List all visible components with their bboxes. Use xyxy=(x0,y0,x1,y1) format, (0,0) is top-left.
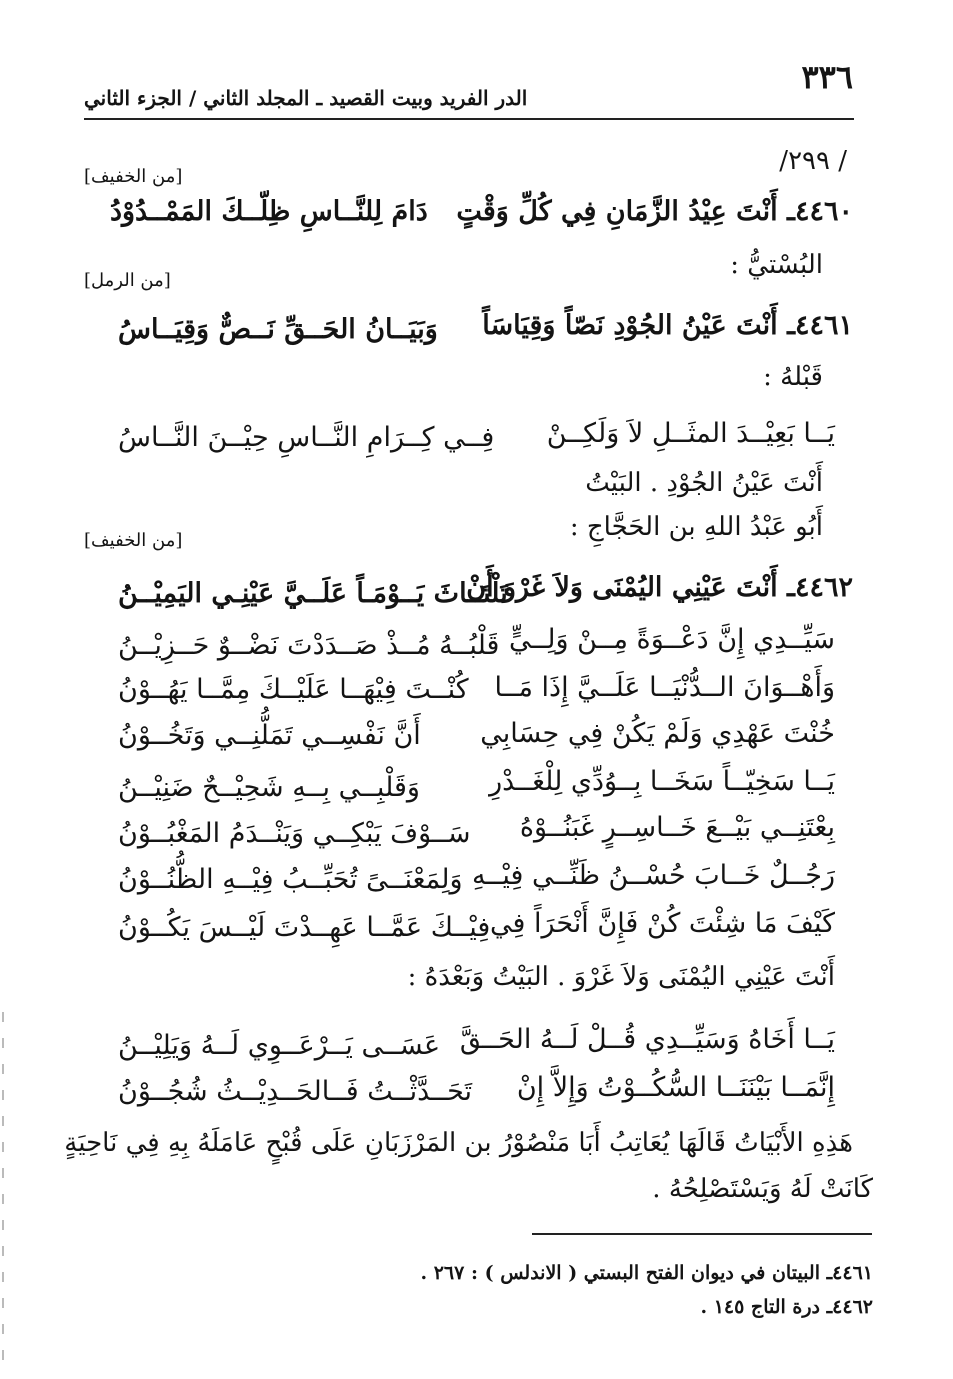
page-marker: / ٢٩٩/ xyxy=(779,146,847,176)
verse-hemistich-right: سَيِّــدِي إِنَّ دَعْــوَةً مِــنْ وَلِــيٍّ xyxy=(508,624,835,655)
verse-hemistich-left: دَامَ لِلنَّــاسِ ظِلّــكَ المَمْــدُوْدُ xyxy=(110,196,428,227)
verse-hemistich-right: ٤٤٦١ـ أَنْتَ عَيْنُ الجُوْدِ نَصّاً وَقِيَاسَاً xyxy=(482,310,853,341)
verse-hemistich-left: فِيْــكَ عَمَّــا عَهِــدْتَ لَيْــسَ يَكُــوْنُ xyxy=(118,912,491,943)
verse-hemistich-right: يَــا أَخَاهُ وَسَيِّــدِي قُــلْ لَــهُ الحَــقَّ xyxy=(459,1024,835,1055)
poet-intro: البُسْتيُّ : xyxy=(730,250,823,280)
verse-intro: قَبْلهُ : xyxy=(763,362,823,392)
page-number: ٣٣٦ xyxy=(801,58,853,96)
verse-hemistich-left: سَــوْفَ يَبْكِــي وَيَنْــدَمُ المَغْبُــوْنُ xyxy=(118,818,471,849)
verse-hemistich-right: إِنَّمَــا بَيْنَنَــا السُّكُــوْتُ وَإِلاَّ إِنْ xyxy=(516,1072,835,1103)
verse-hemistich-left: قَلْبُــهُ مُــذْ صَــدَدْتَ نَضْــوٌ حَــزِيْــنُ xyxy=(118,630,500,661)
verse-hemistich-left: وَبَيَــانُ الحَــقِّ نَــصٌّ وَقِيَــاسُ xyxy=(118,314,438,345)
footnote-rule xyxy=(532,1233,872,1235)
verse-hemistich-left: أَنَّ نَفْسِــي تَمَلُّنِــي وَتَخُــوْنُ xyxy=(118,720,421,751)
verse-hemistich-right: يَــا سَخِيّــاً سَخَــا بِــوُدِّي لِلْغَــدْرِ xyxy=(489,766,835,797)
verse-hemistich-right: يَــا بَعِيْــدَ المثَــلِ لاَ وَلَكِــنْ xyxy=(546,418,835,449)
meter-label: [من الخفيف] xyxy=(84,530,183,551)
verse-hemistich-right: رَجُــلٌ خَــابَ حُسْــنُ ظَنِّــي فِيْــهِ xyxy=(472,860,835,891)
verse-hemistich-left: كُنْــتَ فِيْهَــا عَلَيْــكَ مِمَّــا يَهُــوْنُ xyxy=(118,674,469,705)
closing-paragraph-line: كَانَتْ لَهُ وَيَسْتَصْلِحُهُ . xyxy=(652,1174,873,1204)
verse-hemistich-left: وَقَلْبِــي بِــهِ شَحِيْــحٌ ضَنِيْــنُ xyxy=(118,772,420,803)
verse-hemistich-left: تَلْتَــاثَ يَــوْمَـاً عَلَــيَّ عَيْنِـي اليَمِيْــنُ xyxy=(118,578,508,609)
verse-hemistich-right: كَيْفَ مَا شِئْتَ كُنْ فَإِنَّ أَنْحَرَاً فِي xyxy=(489,908,835,939)
verse-hemistich-right: بِعْتَنِــي بَيْــعَ خَــاسِــرٍ غَبَنُــوْهُ xyxy=(519,812,835,843)
closing-paragraph-line: هَذِهِ الأَبْيَاتُ قَالَهَا يُعَاتِبُ أَبَا مَنْصُوْرُ بن المَرْزَبَانِ عَلَى قُبْحٍ عَامَلَهُ بِهِ فِي نَاحِيَةٍ xyxy=(64,1128,853,1158)
footnote: ٤٤٦٢ـ درة التاج ١٤٥ . xyxy=(700,1296,873,1318)
verse-hemistich-left: وَلِمَعْنَــىً تُحَبِّــبُ فِيْــهِ الظُّنُــوْنُ xyxy=(118,864,463,895)
verse-hemistich-right: خُنْتَ عَهْدِي وَلَمْ يَكُنْ فِي حِسَابِي xyxy=(480,718,835,749)
footnote: ٤٤٦١ـ البيتان في ديوان الفتح البستي ( الاندلس ) : ٢٦٧ . xyxy=(420,1262,873,1284)
verse-hemistich-left: تَحَــدَّثْــتُ فَــالحَــدِيْــثُ شُجُــوْنُ xyxy=(118,1076,473,1107)
meter-label: [من الرمل] xyxy=(84,270,171,291)
verse-reference: أَنْتَ عَيْنِي اليُمْنَى وَلاَ غَرْوَ . البَيْتُ وَبَعْدَهُ : xyxy=(407,962,835,992)
verse-hemistich-right: ٤٤٦٢ـ أَنْتَ عَيْنِي اليُمْنَى وَلاَ غَرْوَ أَنْ xyxy=(466,572,853,603)
scan-margin-marks xyxy=(2,1012,4,1372)
verse-hemistich-right: ٤٤٦٠ـ أَنْتَ عِيْدُ الزَّمَانِ فِي كُلِّ وَقْتٍ xyxy=(456,196,853,227)
verse-hemistich-left: فِــي كِــرَامِ النَّــاسِ حِيْــنَ النَّــاسُ xyxy=(118,422,495,453)
poet-intro: أَبُو عَبْدُ اللهِ بن الحَجَّاجِ : xyxy=(569,512,823,542)
running-title: الدر الفريد وبيت القصيد ـ المجلد الثاني / الجزء الثاني xyxy=(84,86,528,110)
header-rule xyxy=(84,118,854,120)
verse-hemistich-left: عَسَــى يَــرْعَــوِي لَــهُ وَيَلِيْــنُ xyxy=(118,1030,441,1061)
verse-hemistich-right: وَأَهْــوَانَ الــدُّنْيَــا عَلَــيَّ إِذَا مَــا xyxy=(494,672,835,703)
verse-reference: أَنْتَ عَيْنُ الجُوْدِ . البَيْتُ xyxy=(585,468,823,498)
meter-label: [من الخفيف] xyxy=(84,166,183,187)
